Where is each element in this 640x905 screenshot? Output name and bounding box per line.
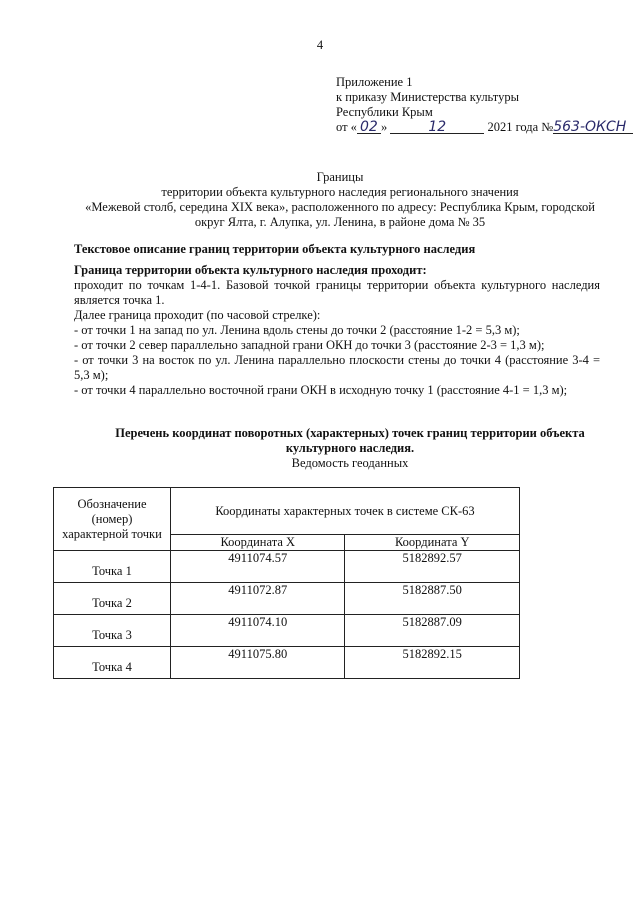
title-line-4: округ Ялта, г. Алупка, ул. Ленина, в районе дома № 35	[194, 215, 486, 229]
point-x: 4911074.57	[171, 551, 345, 583]
date-mid: »	[380, 120, 388, 134]
order-date-line	[336, 120, 626, 135]
table-heading	[60, 426, 640, 471]
paragraph-2: Далее граница проходит (по часовой стрелке):	[74, 308, 321, 322]
appendix-block	[336, 75, 626, 135]
paragraph-3: - от точки 1 на запад по ул. Ленина вдоль стены до точки 2 (расстояние 1-2 = 5,3 м);	[74, 323, 520, 337]
col-name-header: Обозначение (номер) характерной точки	[54, 488, 171, 551]
point-name: Точка 1	[54, 551, 171, 583]
title-line-2: территории объекта культурного наследия регионального значения	[161, 185, 519, 199]
order-number: 563-ОКСН	[553, 121, 633, 134]
point-y: 5182892.57	[345, 551, 520, 583]
point-y: 5182887.50	[345, 583, 520, 615]
document-title	[60, 170, 620, 230]
date-month: 12	[390, 121, 484, 134]
year-text: 2021 года №	[487, 120, 554, 134]
coords-header: Координаты характерных точек в системе СК-63	[171, 488, 520, 535]
section-title: Текстовое описание границ территории объекта культурного наследия	[74, 242, 476, 256]
coordinates-table	[53, 487, 520, 679]
paragraph-4: - от точки 2 север параллельно западной грани ОКН до точки 3 (расстояние 2-3 = 1,3 м);	[74, 338, 545, 352]
paragraph-6: - от точки 4 параллельно восточной грани ОКН в исходную точку 1 (расстояние 4-1 = 1,3 м);	[74, 383, 568, 397]
point-x: 4911075.80	[171, 647, 345, 679]
title-line-1: Границы	[316, 170, 364, 184]
paragraph-5: - от точки 3 на восток по ул. Ленина параллельно плоскости стены до точки 4 (расстояние 3-4 = 5,3 м);	[74, 353, 600, 382]
appendix-line-1: Приложение 1	[336, 75, 413, 89]
table-heading-line-3: Ведомость геоданных	[291, 456, 409, 470]
point-name: Точка 4	[54, 647, 171, 679]
table-heading-line-2: культурного наследия.	[285, 441, 415, 455]
border-description	[74, 263, 600, 398]
point-y: 5182892.15	[345, 647, 520, 679]
paragraph-1: проходит по точкам 1-4-1. Базовой точкой границы территории объекта культурного наследия является точка 1.	[74, 278, 600, 307]
y-header: Координата Y	[345, 535, 520, 551]
title-line-3: «Межевой столб, середина XIX века», расположенного по адресу: Республика Крым, городской	[85, 200, 595, 214]
date-day: 02	[357, 121, 381, 134]
point-x: 4911074.10	[171, 615, 345, 647]
table-row	[54, 551, 520, 583]
table-row	[54, 583, 520, 615]
border-heading: Граница территории объекта культурного наследия проходит:	[74, 263, 427, 277]
table-row	[54, 615, 520, 647]
x-header: Координата X	[171, 535, 345, 551]
table-row	[54, 647, 520, 679]
appendix-line-3: Республики Крым	[336, 105, 433, 119]
point-x: 4911072.87	[171, 583, 345, 615]
appendix-line-2: к приказу Министерства культуры	[336, 90, 519, 104]
point-name: Точка 2	[54, 583, 171, 615]
date-prefix: от «	[336, 120, 357, 134]
point-name: Точка 3	[54, 615, 171, 647]
table-heading-line-1: Перечень координат поворотных (характерных) точек границ территории объекта	[115, 426, 585, 440]
point-y: 5182887.09	[345, 615, 520, 647]
page-number: 4	[316, 38, 324, 52]
